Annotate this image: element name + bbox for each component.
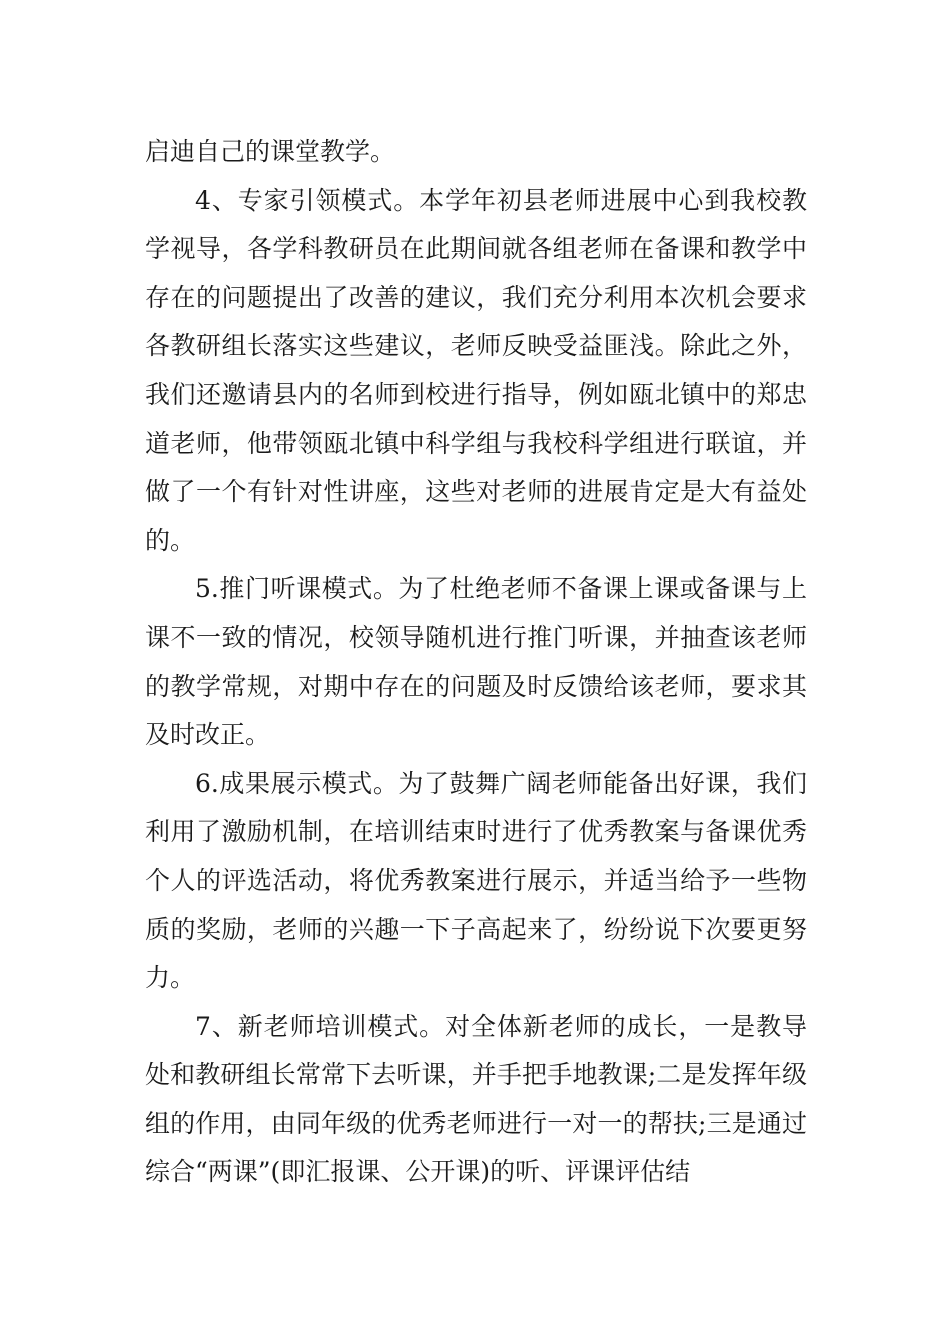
paragraph-drop-in-observation: 5.推门听课模式。为了杜绝老师不备课上课或备课与上课不一致的情况，校领导随机进行推门听课，并抽查该老师的教学常规，对期中存在的问题及时反馈给该老师，要求其及时改正。 [145, 574, 807, 750]
paragraph-new-teacher-training: 7、新老师培训模式。对全体新老师的成长，一是教导处和教研组长常常下去听课，并手把手地教课;二是发挥年级组的作用，由同年级的优秀老师进行一对一的帮扶;三是通过综合“两课”(即汇报课、公开课)的听、评课评估结 [145, 1011, 807, 1187]
document-body [145, 128, 807, 1197]
paragraph-expert-guidance: 4、专家引领模式。本学年初县老师进展中心到我校教学视导，各学科教研员在此期间就各组老师在备课和教学中存在的问题提出了改善的建议，我们充分利用本次机会要求各教研组长落实这些建议，老师反映受益匪浅。除此之外，我们还邀请县内的名师到校进行指导，例如瓯北镇中的郑忠道老师，他带领瓯北镇中科学组与我校科学组进行联谊，并做了一个有针对性讲座，这些对老师的进展肯定是大有益处的。 [145, 185, 807, 555]
paragraph-continuation: 启迪自己的课堂教学。 [145, 137, 396, 166]
paragraph-achievement-showcase: 6.成果展示模式。为了鼓舞广阔老师能备出好课，我们利用了激励机制，在培训结束时进行了优秀教案与备课优秀个人的评选活动，将优秀教案进行展示，并适当给予一些物质的奖励，老师的兴趣一下子高起来了，纷纷说下次要更努力。 [145, 768, 807, 993]
